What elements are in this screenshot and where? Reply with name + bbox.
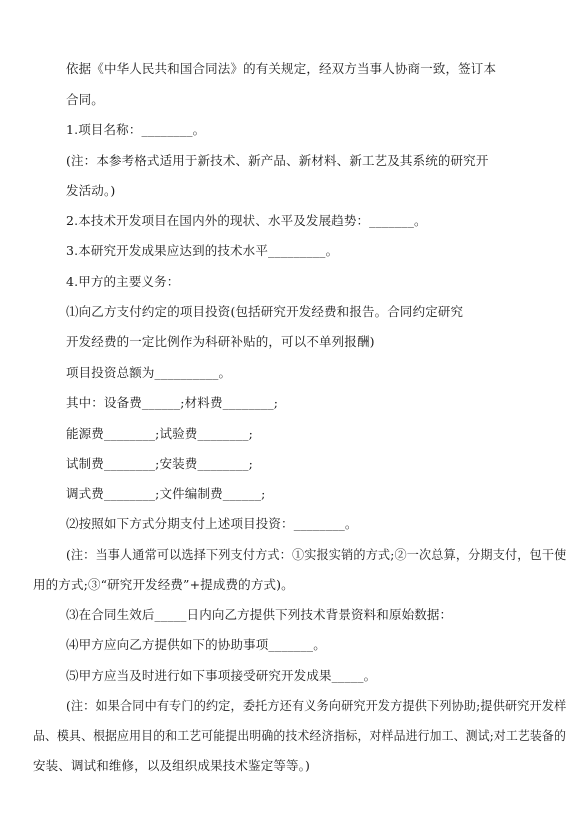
cost-line: 调式费________;文件编制费______; [66,486,266,501]
note-line: (注：如果合同中有专门的约定，委托方还有义务向研究开发方提供下列协助;提供研究开发样 [66,698,567,713]
note-line: 用的方式;③“研究开发经费”+提成费的方式)。 [33,577,294,592]
clause-5: ⑸甲方应当及时进行如下事项接受研究开发成果_____。 [66,668,377,683]
clause-2: ⑵按照如下方式分期支付上述项目投资：________。 [66,516,358,531]
item-3-tech-level: 3.本研究开发成果应达到的技术水平_________。 [66,243,339,258]
clause-4: ⑷甲方应向乙方提供如下的协助事项_______。 [66,637,326,652]
note-line: (注：当事人通常可以选择下列支付方式：①实报实销的方式;②一次总算，分期支付，包干使 [66,547,567,562]
note-line: 安装、调试和维修，以及组织成果技术鉴定等等。) [33,758,311,773]
cost-line: 其中：设备费______;材料费________; [66,395,279,410]
text-line: 合同。 [66,92,104,107]
item-2-status: 2.本技术开发项目在国内外的现状、水平及发展趋势：_______。 [66,213,427,228]
item-4-heading: 4.甲方的主要义务： [66,274,180,289]
item-1-project-name: 1.项目名称：________。 [66,122,206,137]
cost-line: 能源费________;试验费________; [66,426,254,441]
investment-total: 项目投资总额为__________。 [66,365,232,380]
note-line: 品、模具、根据应用目的和工艺可能提出明确的技术经济指标，对样品进行加工、测试;对工艺装备的 [33,728,566,743]
clause-3: ⑶在合同生效后_____日内向乙方提供下列技术背景资料和原始数据： [66,607,453,622]
note-line: 发活动。) [66,183,116,198]
clause-1-cont: 开发经费的一定比例作为科研补贴的，可以不单列报酬) [66,334,375,349]
clause-1: ⑴向乙方支付约定的项目投资(包括研究开发经费和报告。合同约定研究 [66,304,464,319]
cost-line: 试制费________;安装费________; [66,456,254,471]
note-line: (注：本参考格式适用于新技术、新产品、新材料、新工艺及其系统的研究开 [66,153,489,168]
text-line: 依据《中华人民共和国合同法》的有关规定，经双方当事人协商一致，签订本 [66,61,497,76]
